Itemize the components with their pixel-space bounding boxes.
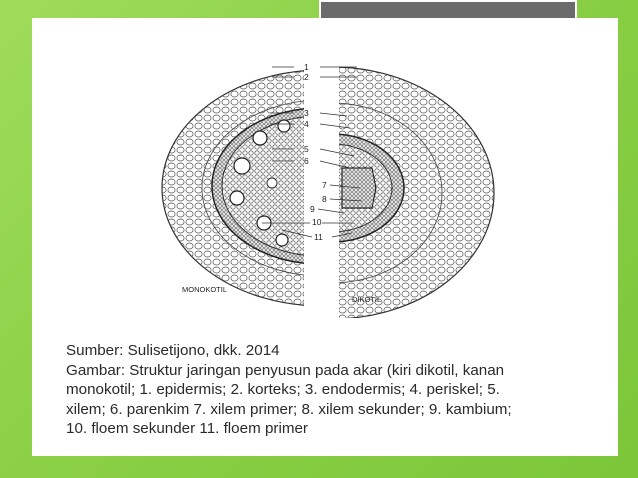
- diagram-label-4: 4: [304, 119, 309, 129]
- caption-line-4: xilem; 6. parenkim 7. xilem primer; 8. xilem sekunder; 9. kambium;: [66, 400, 512, 418]
- caption-line-1: Sumber: Sulisetijono, dkk. 2014: [66, 342, 280, 359]
- diagram-label-3: 3: [304, 108, 309, 118]
- diagram-label-10: 10: [312, 217, 322, 227]
- caption-line-5: 10. floem sekunder 11. floem primer: [66, 420, 308, 438]
- diagram-label-9: 9: [310, 204, 315, 214]
- diagram-label-5: 5: [304, 144, 309, 154]
- monocot-caption: MONOKOTIL: [182, 285, 228, 294]
- diagram-label-8: 8: [322, 194, 327, 204]
- caption-line-2: Gambar: Struktur jaringan penyusun pada akar (kiri dikotil, kanan: [66, 361, 505, 379]
- diagram-label-11: 11: [314, 232, 323, 242]
- diagram-label-2: 2: [304, 72, 309, 82]
- slide-card: [32, 18, 618, 456]
- diagram-label-7: 7: [322, 180, 327, 190]
- figure-caption: [66, 341, 606, 439]
- caption-line-3: monokotil; 1. epidermis; 2. korteks; 3. endodermis; 4. periskel; 5.: [66, 381, 500, 399]
- dicot-caption: DIKOTIL: [352, 295, 382, 304]
- diagram-label-1: 1: [304, 62, 309, 72]
- diagram-label-6: 6: [304, 156, 309, 166]
- root-cross-section-diagram: [32, 18, 618, 318]
